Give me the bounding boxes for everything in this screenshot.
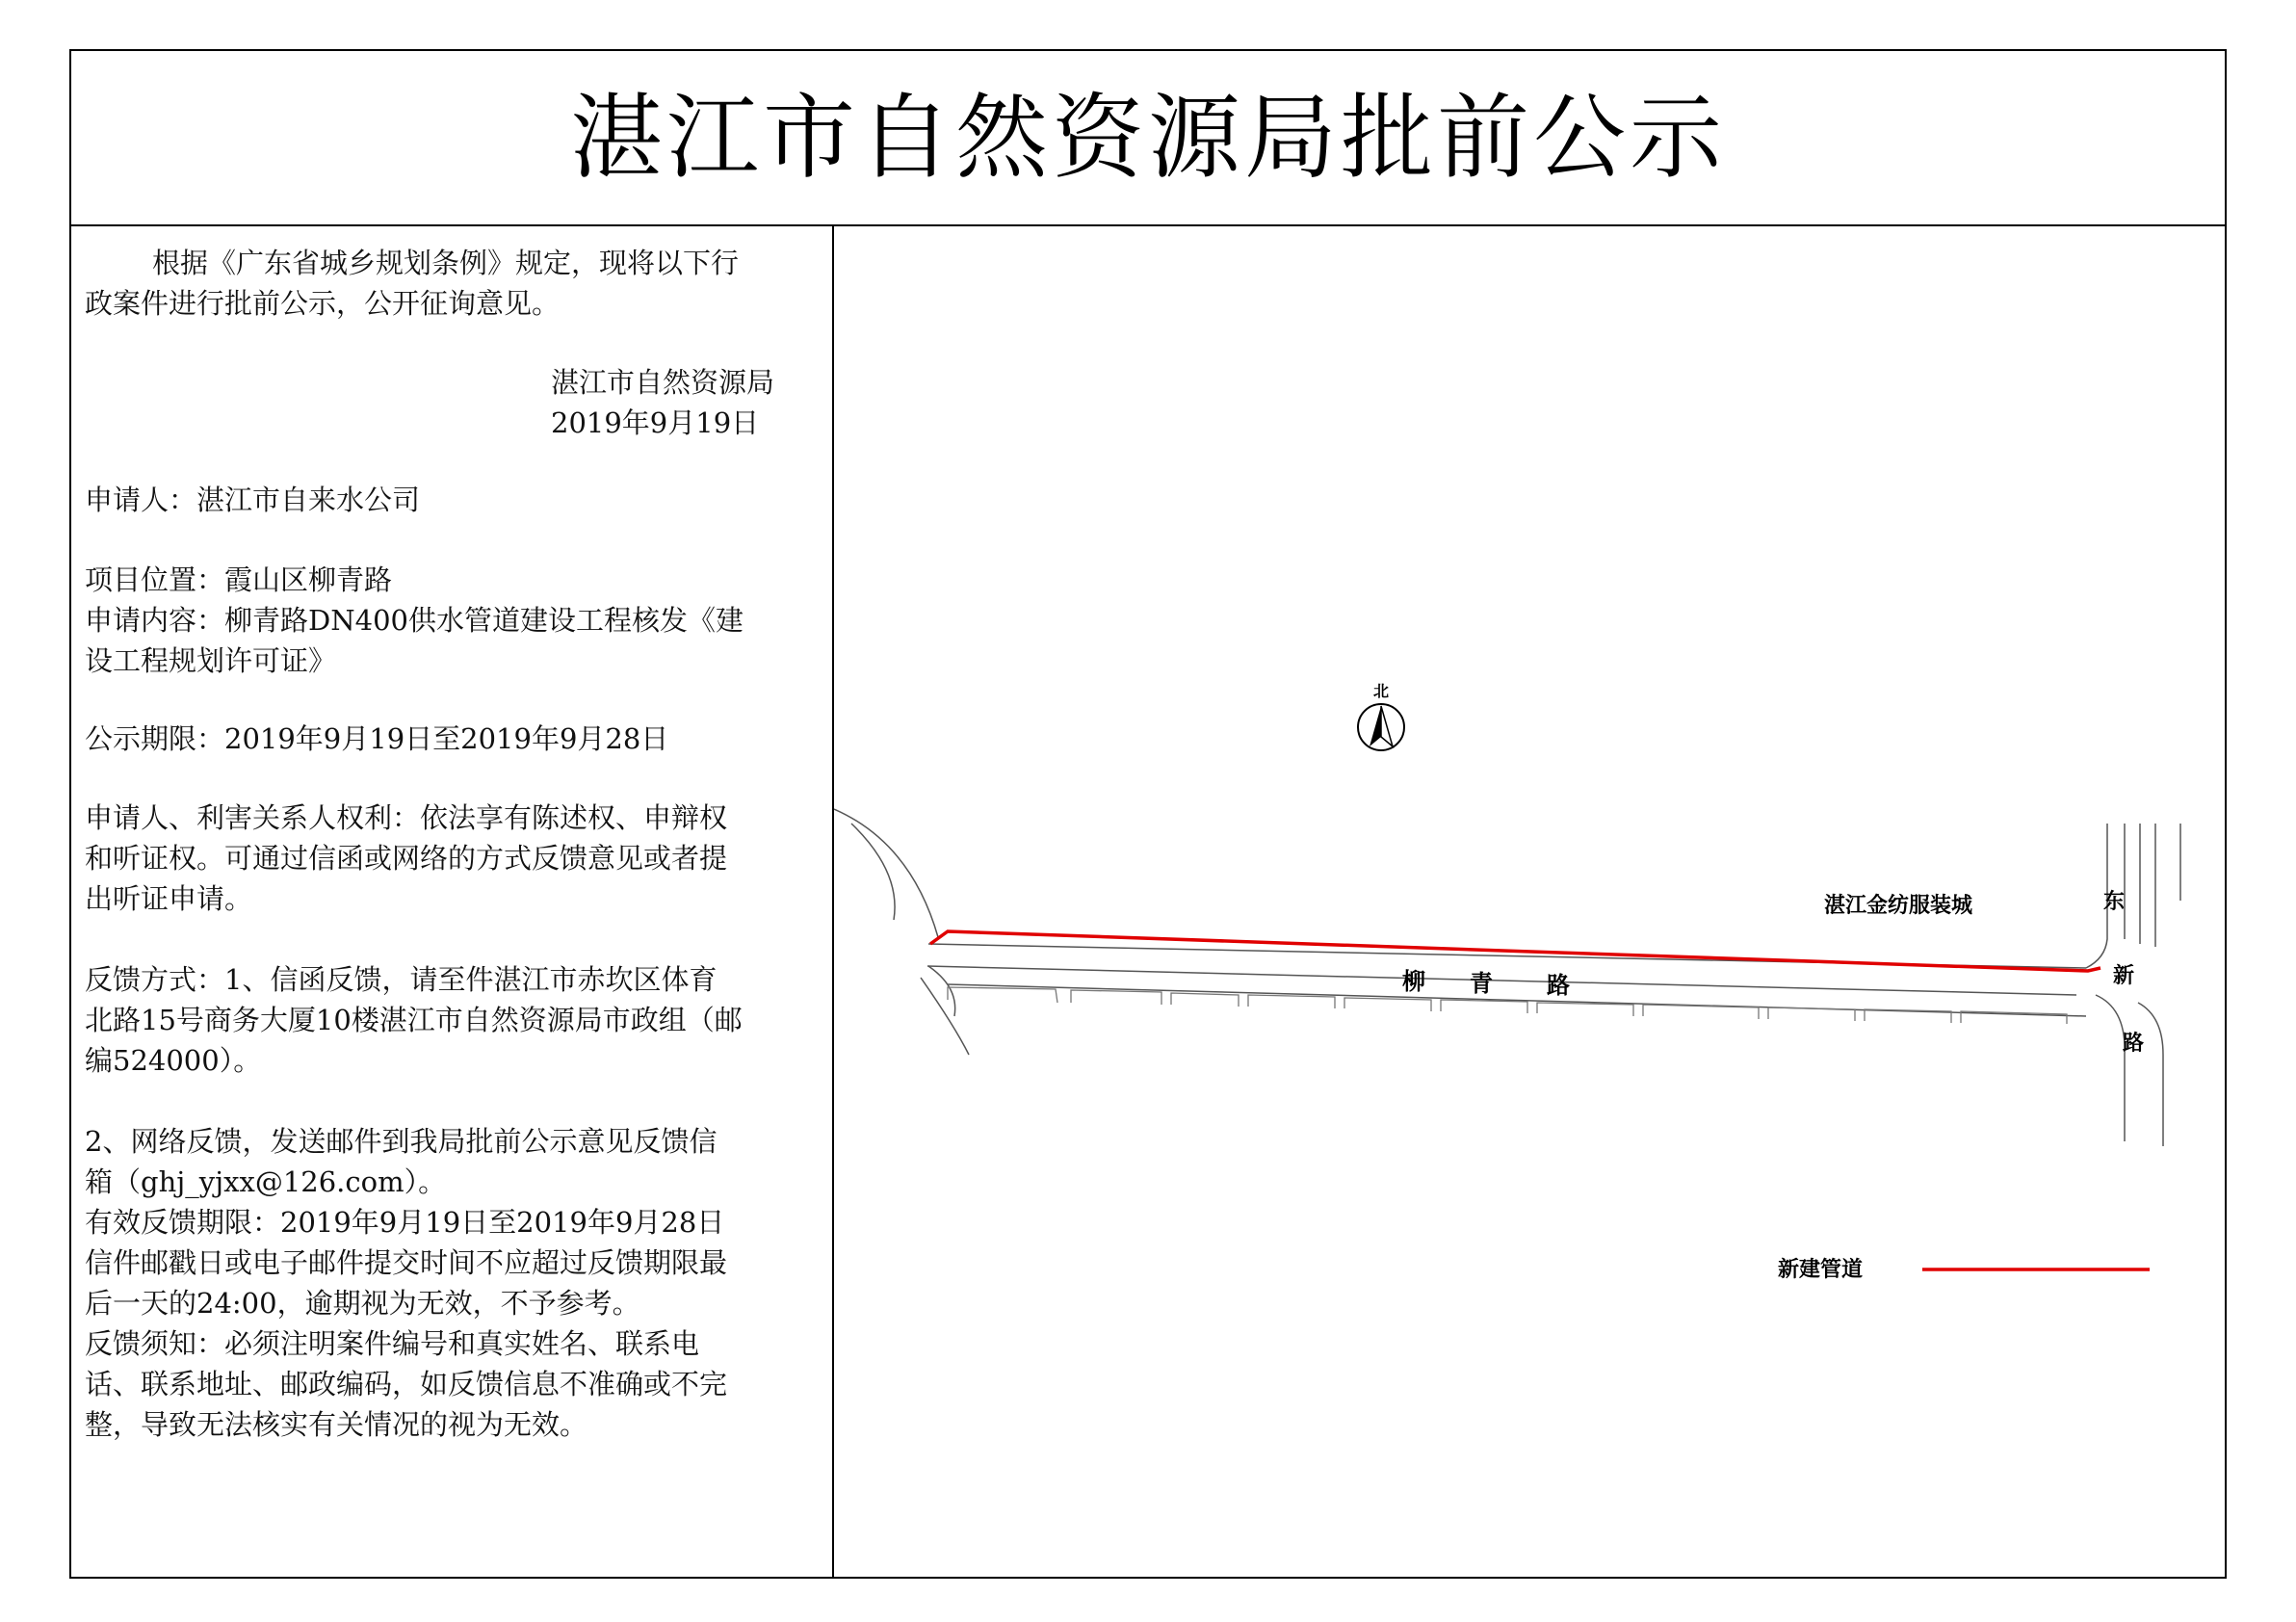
rights-line-2: 和听证权。可通过信函或网络的方式反馈意见或者提 [85, 842, 728, 875]
issue-date: 2019年9月19日 [551, 406, 760, 439]
deadline-line-1: 信件邮戳日或电子邮件提交时间不应超过反馈期限最 [85, 1246, 728, 1279]
intro-line-1: 根据《广东省城乡规划条例》规定，现将以下行 [152, 247, 740, 279]
north-label: 北 [1372, 682, 1390, 700]
east-road-char-1: 东 [2103, 890, 2126, 914]
feedback-line-3: 编524000）。 [85, 1044, 262, 1077]
online-feedback-line-2: 箱（ghj_yjxx@126.com）。 [85, 1165, 447, 1198]
notice-text-column [71, 226, 834, 1577]
new-pipeline [930, 931, 2100, 971]
road-name-char-2: 青 [1470, 970, 1493, 997]
project-location: 项目位置：霞山区柳青路 [85, 563, 393, 596]
issuer: 湛江市自然资源局 [551, 366, 775, 399]
page-title: 湛江市自然资源局批前公示 [570, 84, 1726, 192]
east-road-char-3: 路 [2123, 1032, 2145, 1056]
application-content-line-1: 申请内容：柳青路DN400供水管道建设工程核发《建 [85, 604, 744, 637]
notes-line-3: 整，导致无法核实有关情况的视为无效。 [85, 1408, 588, 1441]
rights-line-3: 出听证申请。 [85, 882, 253, 915]
legend-label: 新建管道 [1778, 1258, 1864, 1282]
building-label: 湛江金纺服装城 [1824, 894, 1973, 918]
publicity-period: 公示期限：2019年9月19日至2019年9月28日 [85, 722, 669, 755]
notes-line-1: 反馈须知：必须注明案件编号和真实姓名、联系电 [85, 1327, 700, 1360]
online-feedback-line-1: 2、网络反馈，发送邮件到我局批前公示意见反馈信 [85, 1125, 718, 1158]
intro-line-2: 政案件进行批前公示，公开征询意见。 [85, 287, 561, 320]
notes-line-2: 话、联系地址、邮政编码，如反馈信息不准确或不完 [85, 1368, 728, 1400]
applicant: 申请人：湛江市自来水公司 [85, 484, 421, 516]
east-road-char-2: 新 [2113, 964, 2135, 988]
application-content-line-2: 设工程规划许可证》 [85, 644, 337, 677]
rights-line-1: 申请人、利害关系人权利：依法享有陈述权、申辩权 [85, 801, 728, 834]
site-map [834, 226, 2225, 1577]
road-name-char-3: 路 [1547, 972, 1570, 999]
deadline-line-2: 后一天的24:00，逾期视为无效，不予参考。 [85, 1287, 640, 1320]
road-name-char-1: 柳 [1402, 968, 1425, 995]
valid-feedback-period: 有效反馈期限：2019年9月19日至2019年9月28日 [85, 1206, 725, 1239]
road-outlines [834, 809, 2180, 1146]
block-outlines [948, 987, 2067, 1024]
title-row [71, 51, 2225, 226]
notice-frame [69, 49, 2227, 1579]
north-arrow-icon [1358, 682, 1404, 750]
feedback-line-1: 反馈方式：1、信函反馈，请至件湛江市赤坎区体育 [85, 963, 718, 996]
site-map-drawing [834, 226, 2227, 1579]
feedback-line-2: 北路15号商务大厦10楼湛江市自然资源局市政组（邮 [85, 1004, 743, 1036]
